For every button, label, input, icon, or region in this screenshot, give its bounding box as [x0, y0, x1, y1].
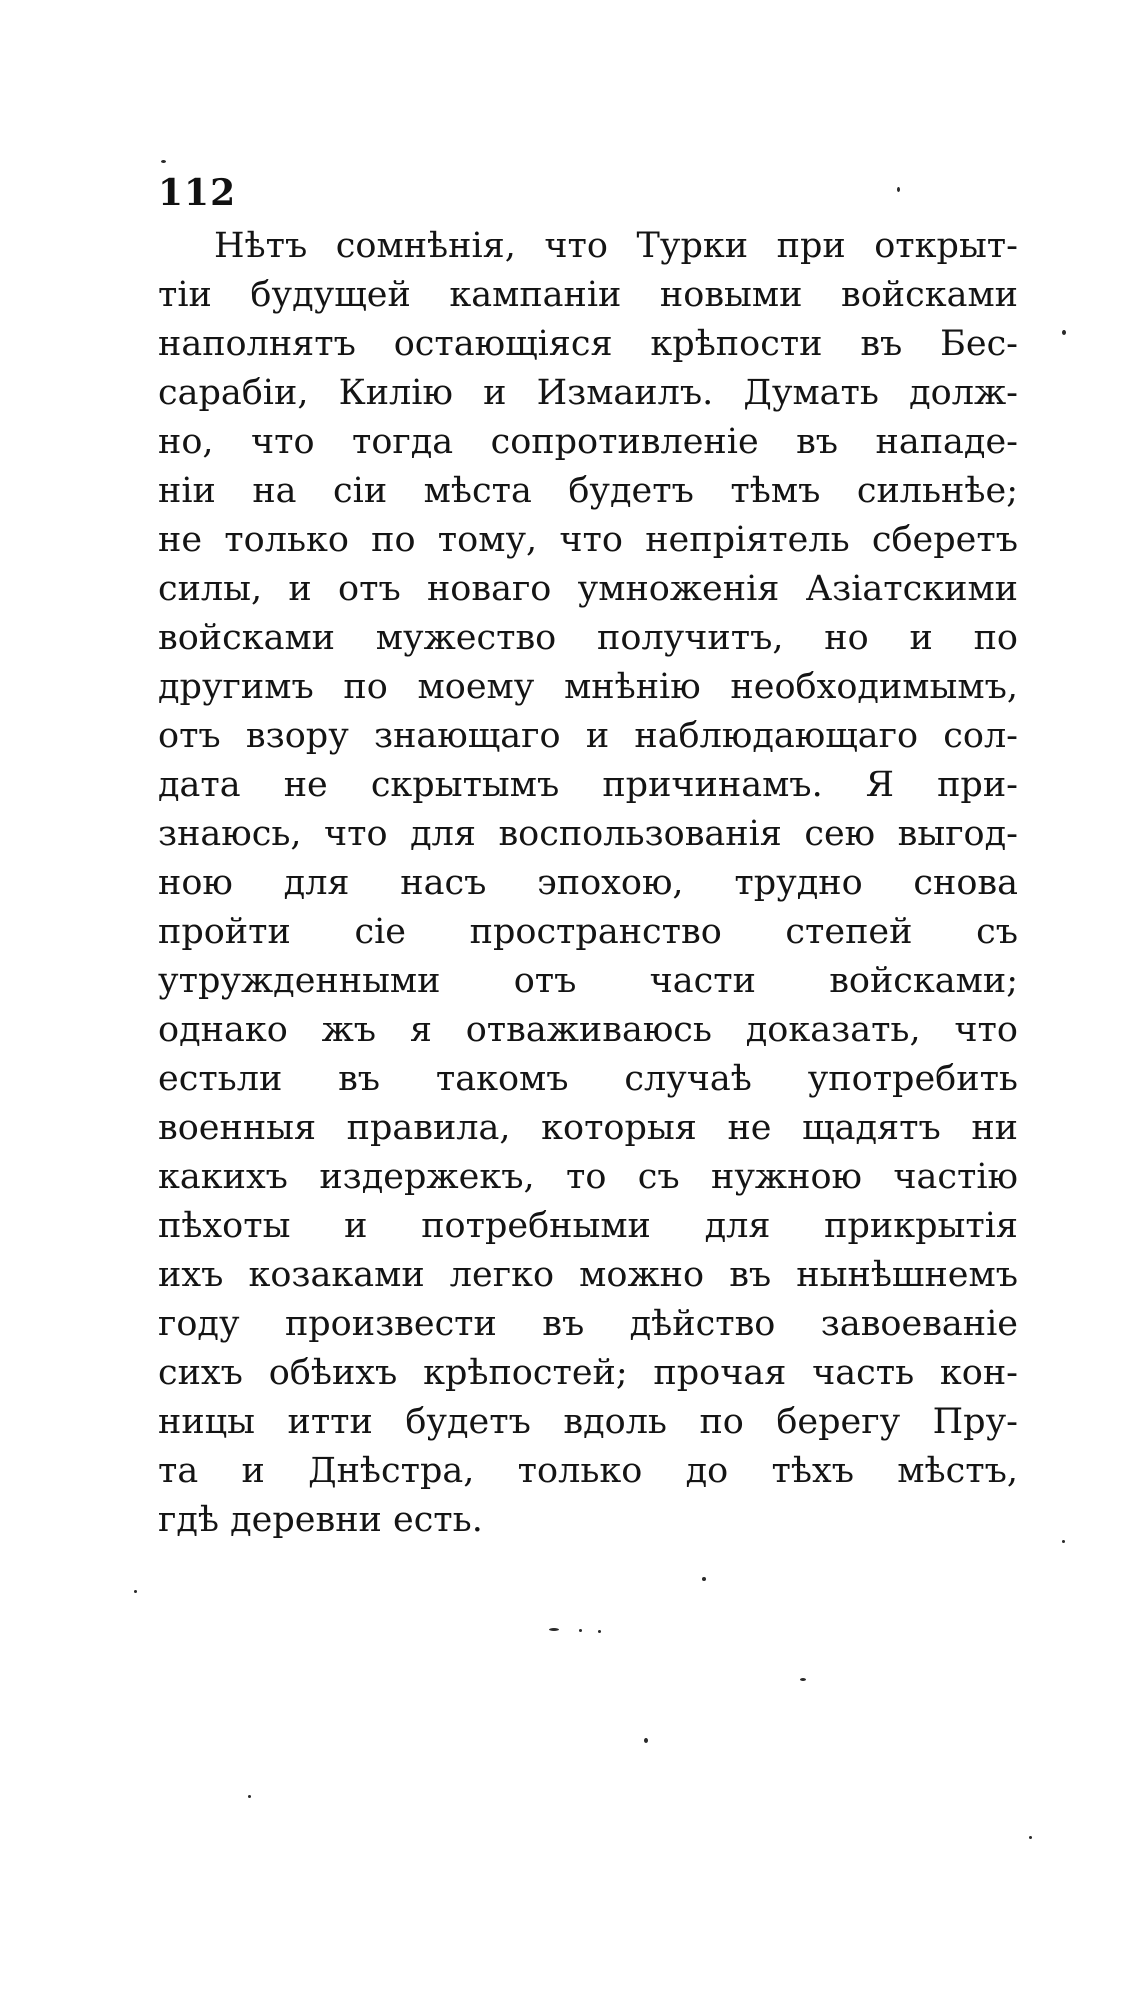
scan-speck: [579, 1629, 582, 1632]
scan-speck: [549, 1628, 559, 1631]
text-line: тіи будущей кампаніи новыми войсками: [158, 275, 1018, 315]
text-line: гдѣ деревни есть.: [158, 1500, 483, 1540]
text-line: силы, и отъ новаго умноженія Азіатскими: [158, 569, 1018, 609]
text-line: сихъ обѣихъ крѣпостей; прочая часть кон-: [158, 1353, 1018, 1393]
text-line: знаюсь, что для воспользованія сею выгод-: [158, 814, 1018, 854]
scan-speck: [1062, 330, 1066, 335]
scan-speck: [248, 1795, 251, 1798]
text-line: дата не скрытымъ причинамъ. Я при-: [158, 765, 1018, 805]
text-line: та и Днѣстра, только до тѣхъ мѣстъ,: [158, 1451, 1018, 1491]
text-line: естьли въ такомъ случаѣ употребить: [158, 1059, 1018, 1099]
text-line: ною для насъ эпохою, трудно снова: [158, 863, 1018, 903]
text-line: другимъ по моему мнѣнію необходимымъ,: [158, 667, 1018, 707]
scan-speck: [897, 187, 900, 192]
text-line: году произвести въ дѣйство завоеваніе: [158, 1304, 1018, 1344]
scan-speck: [1029, 1836, 1032, 1839]
text-line: военныя правила, которыя не щадятъ ни: [158, 1108, 1018, 1148]
text-line: ницы итти будетъ вдоль по берегу Пру-: [158, 1402, 1018, 1442]
text-line: Нѣтъ сомнѣнія, что Турки при открыт-: [214, 226, 1018, 266]
scan-speck: [800, 1678, 806, 1681]
text-line: сарабіи, Килію и Измаилъ. Думать долж-: [158, 373, 1018, 413]
text-line: ніи на сіи мѣста будетъ тѣмъ сильнѣе;: [158, 471, 1018, 511]
scan-speck: [1062, 1540, 1065, 1543]
text-line: утружденными отъ части войсками;: [158, 961, 1018, 1001]
text-line: пѣхоты и потребными для прикрытія: [158, 1206, 1018, 1246]
text-line: ихъ козаками легко можно въ нынѣшнемъ: [158, 1255, 1018, 1295]
text-line: наполнятъ остающіяся крѣпости въ Бес-: [158, 324, 1018, 364]
scan-speck: [702, 1577, 706, 1581]
text-line: войсками мужество получитъ, но и по: [158, 618, 1018, 658]
text-line: не только по тому, что непріятель сберетъ: [158, 520, 1018, 560]
scan-speck: [644, 1738, 648, 1743]
scan-speck: [134, 1590, 137, 1593]
body-text: [158, 222, 1018, 1545]
page-number: 112: [158, 172, 237, 214]
scan-speck: [598, 1630, 601, 1633]
text-line: но, что тогда сопротивленіе въ нападе-: [158, 422, 1018, 462]
text-line: какихъ издержекъ, то съ нужною частію: [158, 1157, 1018, 1197]
text-line: отъ взору знающаго и наблюдающаго сол-: [158, 716, 1018, 756]
text-line: пройти сіе пространство степей съ: [158, 912, 1018, 952]
scan-speck: [161, 160, 166, 163]
text-line: однако жъ я отваживаюсь доказать, что: [158, 1010, 1018, 1050]
